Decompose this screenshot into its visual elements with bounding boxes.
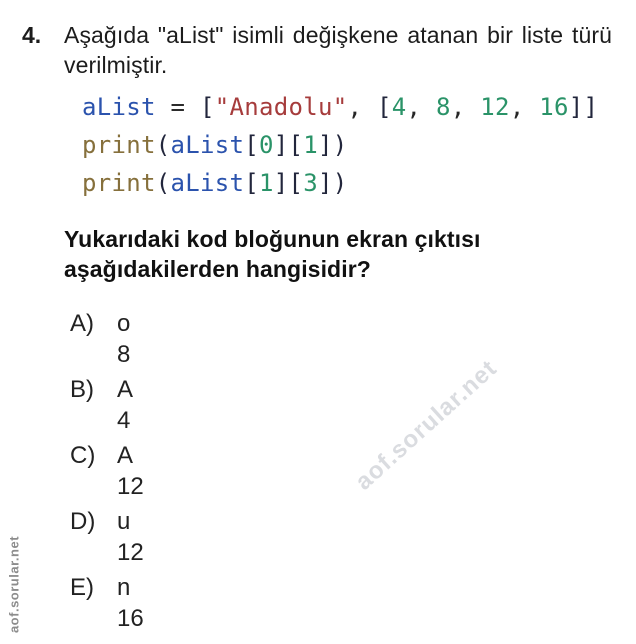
code-block xyxy=(82,88,636,202)
code-token-operator: = xyxy=(170,93,186,121)
option-line: A xyxy=(117,442,134,469)
code-token-number: 8 xyxy=(436,93,451,121)
code-token-variable: aList xyxy=(82,93,156,121)
option-line: 4 xyxy=(117,407,131,434)
code-token-bracket: [ xyxy=(244,169,259,197)
options-list xyxy=(70,308,636,634)
code-token-punct: , xyxy=(450,93,481,121)
code-token-number: 0 xyxy=(259,131,274,159)
code-token-bracket: [ xyxy=(288,169,304,197)
option-line: o xyxy=(117,310,131,337)
option-line: 12 xyxy=(117,539,144,566)
option-row xyxy=(70,440,636,502)
code-token-string: "Anadolu" xyxy=(214,93,348,121)
option-line: 12 xyxy=(117,473,144,500)
question-header xyxy=(0,0,636,80)
code-token-function: print xyxy=(82,169,156,197)
watermark-vertical: aof.sorular.net xyxy=(6,535,22,634)
option-line: n xyxy=(117,574,131,601)
code-token-number: 12 xyxy=(480,93,510,121)
code-token-variable: aList xyxy=(170,169,245,197)
option-line: u xyxy=(117,508,131,535)
option-label: E) xyxy=(70,574,94,601)
code-token-number: 1 xyxy=(303,131,318,159)
code-line xyxy=(82,88,636,126)
code-token-number: 1 xyxy=(259,169,274,197)
option-line: 16 xyxy=(117,605,144,632)
option-value xyxy=(117,506,144,568)
code-token-bracket: ] xyxy=(273,131,289,159)
code-token-bracket: ] xyxy=(318,169,333,197)
option-row xyxy=(70,506,636,568)
question-prompt: Yukarıdaki kod bloğunun ekran çıktısı aşağıdakilerden hangisidir? xyxy=(64,226,481,282)
question-intro-text: Aşağıda "aList" isimli değişkene atanan bir liste türü verilmiştir. xyxy=(64,22,612,78)
code-token-bracket: ] xyxy=(568,93,584,121)
code-token-bracket: ] xyxy=(318,131,333,159)
option-label: B) xyxy=(70,376,94,403)
watermark-diagonal: aof.sorular.net xyxy=(350,354,503,496)
code-token-bracket: ] xyxy=(273,169,289,197)
option-label: A) xyxy=(70,310,94,337)
code-token-number: 16 xyxy=(539,93,569,121)
code-token-bracket: ] xyxy=(583,93,599,121)
code-token-bracket: ) xyxy=(332,131,348,159)
code-token-bracket: ( xyxy=(155,169,171,197)
question-number: 4. xyxy=(22,22,42,48)
code-token-punct: , xyxy=(406,93,436,121)
code-token-punct xyxy=(156,93,171,121)
code-line xyxy=(82,126,636,164)
option-label: C) xyxy=(70,442,96,469)
code-token-bracket: [ xyxy=(288,131,304,159)
code-line xyxy=(82,164,636,202)
code-token-punct xyxy=(185,93,200,121)
option-value xyxy=(117,440,144,502)
code-token-variable: aList xyxy=(170,131,245,159)
code-token-bracket: [ xyxy=(377,93,392,121)
option-row xyxy=(70,572,636,634)
option-value xyxy=(117,374,133,436)
option-label: D) xyxy=(70,508,96,535)
option-row xyxy=(70,374,636,436)
code-token-bracket: ( xyxy=(155,131,171,159)
code-token-bracket: ) xyxy=(332,169,348,197)
code-token-function: print xyxy=(82,131,156,159)
option-line: A xyxy=(117,376,134,403)
code-token-bracket: [ xyxy=(244,131,259,159)
option-row xyxy=(70,308,636,370)
code-token-punct: , xyxy=(509,93,540,121)
option-line: 8 xyxy=(117,341,131,368)
option-value xyxy=(117,308,130,370)
code-token-punct: , xyxy=(347,93,377,121)
option-value xyxy=(117,572,144,634)
code-token-bracket: [ xyxy=(200,93,215,121)
code-token-number: 3 xyxy=(303,169,318,197)
code-token-number: 4 xyxy=(391,93,407,121)
